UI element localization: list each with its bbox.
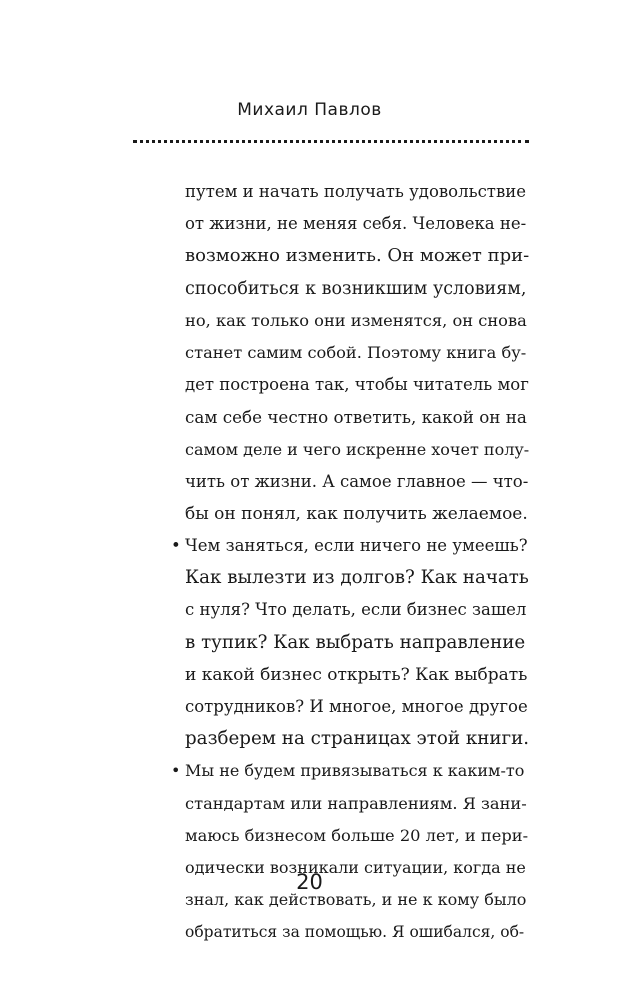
running-head-author: Михаил Павлов — [237, 100, 382, 120]
text-line: Как вылезти из долгов? Как начать — [185, 567, 529, 589]
text-line: с нуля? Что делать, если бизнес зашел — [185, 600, 527, 620]
text-line: стандартам или направлениям. Я зани- — [185, 793, 527, 813]
text-line: Чем заняться, если ничего не умеешь? — [185, 536, 528, 556]
text-line: способиться к возникшим условиям, — [185, 278, 527, 299]
text-line: сам себе честно ответить, какой он на — [185, 407, 527, 428]
text-line: маюсь бизнесом больше 20 лет, и пери- — [185, 825, 529, 845]
bullet-first-line — [133, 755, 529, 787]
text-line: станет самим собой. Поэтому книга бу- — [185, 342, 527, 362]
text-line: сотрудников? И многое, многое другое — [185, 697, 528, 716]
page-number: 20 — [296, 870, 323, 894]
bullet-item — [133, 755, 529, 948]
bullet-item — [133, 530, 529, 755]
text-line: Мы не будем привязываться к каким-то — [185, 761, 525, 781]
text-line: и какой бизнес открыть? Как выбрать — [185, 664, 528, 685]
text-line: возможно изменить. Он может при- — [185, 245, 530, 267]
text-line: в тупик? Как выбрать направление — [185, 631, 526, 653]
text-line: путем и начать получать удовольствие — [185, 182, 526, 201]
text-line: самом деле и чего искренне хочет полу- — [185, 439, 530, 459]
paragraph-continuation — [133, 176, 529, 530]
bullet-marker: • — [171, 536, 181, 556]
text-line: знал, как действовать, и не к кому было — [185, 890, 527, 910]
bullet-first-line — [133, 530, 529, 562]
dotted-rule — [133, 140, 529, 143]
body-text — [133, 176, 529, 949]
text-line: от жизни, не меняя себя. Человека не- — [185, 214, 527, 234]
text-line: обратиться за помощью. Я ошибался, об- — [185, 923, 525, 942]
text-line: бы он понял, как получить желаемое. — [185, 503, 528, 524]
text-line: одически возникали ситуации, когда не — [185, 857, 526, 877]
bullet-marker: • — [171, 761, 181, 781]
text-line: чить от жизни. А самое главное — что- — [185, 471, 529, 491]
text-line: но, как только они изменятся, он снова — [185, 310, 527, 330]
text-line: разберем на страницах этой книги. — [185, 728, 530, 750]
text-line: дет построена так, чтобы читатель мог — [185, 375, 529, 395]
